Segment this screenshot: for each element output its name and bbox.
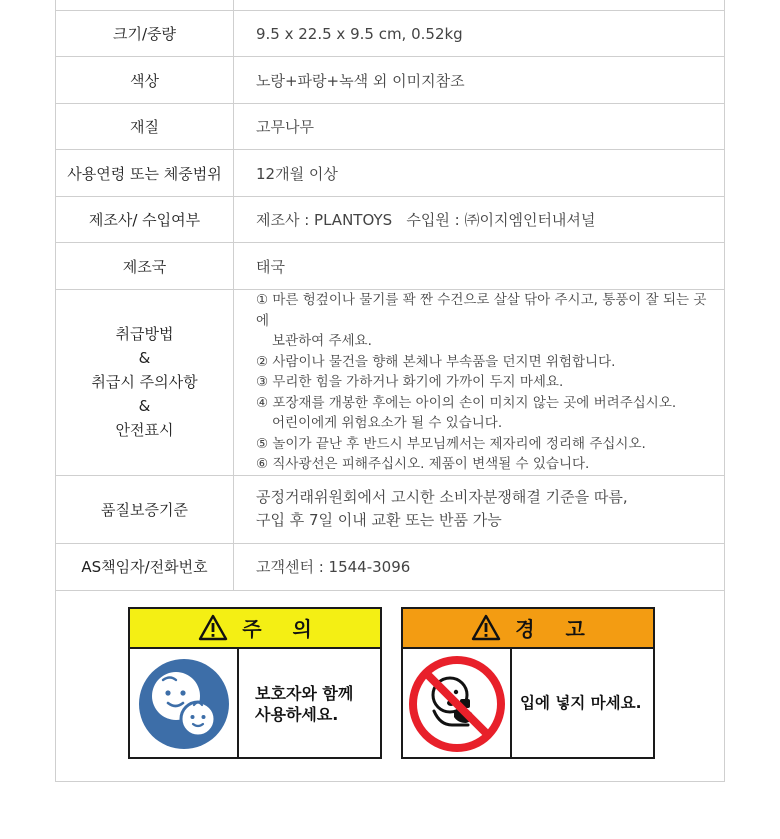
- size-weight-value: 9.5 x 22.5 x 9.5 cm, 0.52kg: [234, 11, 725, 57]
- warning-sign: [401, 607, 655, 759]
- country-value: 태국: [234, 243, 725, 290]
- as-contact-label: AS책임자/전화번호: [56, 543, 234, 590]
- table-row: [56, 57, 725, 104]
- caution-sign-header: [130, 609, 380, 649]
- table-row: [56, 11, 725, 57]
- care-label-line: &: [138, 349, 151, 368]
- warning-message-line: 입에 넣지 마세요.: [520, 694, 642, 712]
- warning-triangle-icon: [471, 614, 501, 641]
- age-range-value: 12개월 이상: [234, 150, 725, 197]
- material-label: 재질: [56, 104, 234, 150]
- color-value: 노랑+파랑+녹색 외 이미지참조: [234, 57, 725, 104]
- care-label-line: &: [138, 397, 151, 416]
- list-item: ③ 무리한 힘을 가하거나 화기에 가까이 두지 마세요.: [256, 374, 564, 390]
- list-item: 보관하여 주세요.: [272, 333, 372, 349]
- warning-message: [512, 649, 653, 759]
- age-range-label: 사용연령 또는 체중범위: [56, 150, 234, 197]
- table-row: [56, 590, 725, 781]
- care-label: [56, 323, 233, 441]
- table-row: [56, 150, 725, 197]
- list-item: ⑥ 직사광선은 피해주십시오. 제품이 변색될 수 있습니다.: [256, 456, 590, 472]
- list-item: ⑤ 놀이가 끝난 후 반드시 부모님께서는 제자리에 정리해 주십시오.: [256, 435, 646, 452]
- list-item: 어린이에게 위험요소가 될 수 있습니다.: [272, 415, 503, 431]
- size-weight-label: 크기/중량: [56, 11, 234, 57]
- quality-label: 품질보증기준: [56, 475, 234, 543]
- table-row: [56, 475, 725, 543]
- table-row: [56, 0, 725, 11]
- list-item: ② 사람이나 물건을 향해 본체나 부속품을 던지면 위험합니다.: [256, 353, 616, 370]
- top-partial-value-cell: [234, 0, 725, 11]
- list-item: ① 마른 헝겊이나 물기를 꽉 짠 수건으로 살살 닦아 주시고, 통풍이 잘 되는 곳에: [256, 292, 707, 329]
- manufacturer-value: 제조사 : PLANTOYS 수입원 : ㈜이지엠인터내셔널: [234, 197, 725, 243]
- caution-pictogram: [130, 649, 239, 759]
- country-label: 제조국: [56, 243, 234, 290]
- care-instructions-list: [256, 290, 714, 475]
- list-item: ④ 포장재를 개봉한 후에는 아이의 손이 미치지 않는 곳에 버려주십시오.: [256, 394, 677, 411]
- quality-line: 구입 후 7일 이내 교환 또는 반품 가능: [256, 511, 502, 529]
- quality-line: 공정거래위원회에서 고시한 소비자분쟁해결 기준을 따름,: [256, 488, 628, 506]
- quality-value-cell: [234, 475, 725, 543]
- care-label-line: 취급시 주의사항: [91, 373, 198, 392]
- care-label-line: 안전표시: [115, 421, 174, 440]
- warning-pictogram: [403, 649, 512, 759]
- warning-sign-header: [403, 609, 653, 649]
- as-contact-value: 고객센터 : 1544-3096: [234, 543, 725, 590]
- warning-sign-body: [403, 649, 653, 759]
- caution-sign-body: [130, 649, 380, 759]
- manufacturer-label: 제조사/ 수입여부: [56, 197, 234, 243]
- caution-title: 주 의: [242, 617, 324, 641]
- top-partial-label-cell: [56, 0, 234, 11]
- product-info-table: [55, 0, 725, 782]
- safety-signs-cell: [56, 590, 725, 781]
- quality-text: [256, 486, 714, 532]
- caution-message-line: 보호자와 함께: [255, 683, 354, 703]
- care-label-cell: [56, 290, 234, 476]
- warning-title: 경 고: [515, 617, 597, 641]
- caution-message-line: 사용하세요.: [255, 704, 339, 724]
- table-row: [56, 104, 725, 150]
- no-mouth-icon: [408, 655, 506, 753]
- caution-sign: [128, 607, 382, 759]
- table-row: [56, 243, 725, 290]
- color-label: 색상: [56, 57, 234, 104]
- care-instructions-cell: [234, 290, 725, 476]
- caution-message: [239, 649, 380, 759]
- parent-child-icon: [138, 658, 230, 750]
- material-value: 고무나무: [234, 104, 725, 150]
- table-row: [56, 197, 725, 243]
- table-row: [56, 290, 725, 476]
- table-row: [56, 543, 725, 590]
- care-label-line: 취급방법: [115, 325, 174, 344]
- warning-triangle-icon: [198, 614, 228, 641]
